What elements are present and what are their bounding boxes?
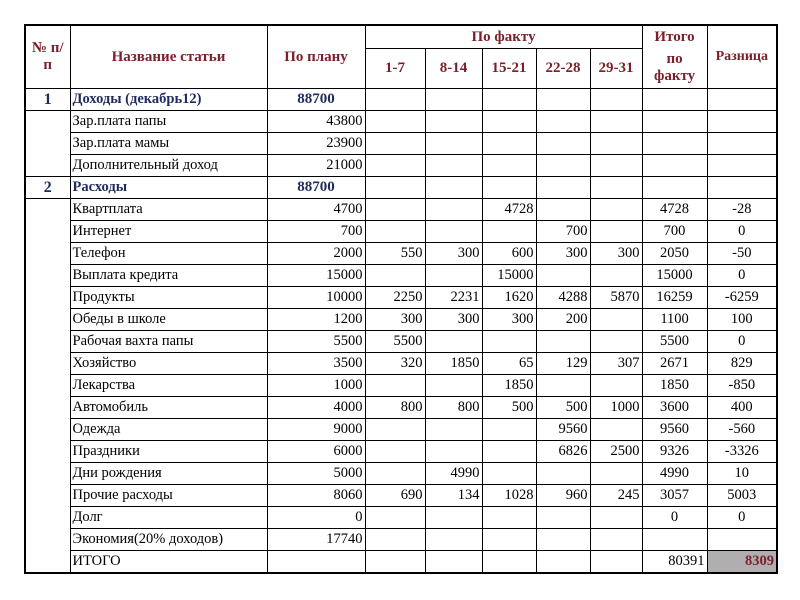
grand-total-diff: 8309 xyxy=(707,551,777,574)
row-plan: 17740 xyxy=(267,529,365,551)
row-week-5: 2500 xyxy=(590,441,642,463)
table-row xyxy=(25,441,777,463)
row-empty-cell xyxy=(707,111,777,133)
row-total-fact: 9560 xyxy=(642,419,707,441)
row-empty-cell xyxy=(425,111,482,133)
row-total-fact: 4728 xyxy=(642,199,707,221)
row-diff: 0 xyxy=(707,221,777,243)
grand-total-empty-cell xyxy=(482,551,536,574)
expenses-num-spacer xyxy=(25,199,70,574)
header-plan: По плану xyxy=(267,25,365,89)
row-week-3 xyxy=(482,529,536,551)
header-week-4: 22-28 xyxy=(536,49,590,89)
table-row xyxy=(25,463,777,485)
row-name: Продукты xyxy=(70,287,267,309)
table-row xyxy=(25,353,777,375)
expenses-header-row xyxy=(25,177,777,199)
row-empty-cell xyxy=(425,155,482,177)
row-week-2 xyxy=(425,507,482,529)
row-week-5 xyxy=(590,309,642,331)
grand-total-empty-cell xyxy=(425,551,482,574)
row-plan: 8060 xyxy=(267,485,365,507)
row-week-4: 6826 xyxy=(536,441,590,463)
row-week-2: 300 xyxy=(425,243,482,265)
row-total-fact: 700 xyxy=(642,221,707,243)
row-plan: 1000 xyxy=(267,375,365,397)
header-num: № п/п xyxy=(25,25,70,89)
row-week-4 xyxy=(536,375,590,397)
expenses-empty-cell xyxy=(365,177,425,199)
row-week-4 xyxy=(536,463,590,485)
row-week-2: 134 xyxy=(425,485,482,507)
row-week-2 xyxy=(425,529,482,551)
expenses-number: 2 xyxy=(25,177,70,199)
header-diff: Разница xyxy=(707,25,777,89)
row-total-fact: 3057 xyxy=(642,485,707,507)
row-week-3: 4728 xyxy=(482,199,536,221)
row-week-2: 2231 xyxy=(425,287,482,309)
grand-total-row xyxy=(25,551,777,574)
row-week-1 xyxy=(365,463,425,485)
row-total-fact xyxy=(642,529,707,551)
expenses-label: Расходы xyxy=(70,177,267,199)
expenses-empty-cell xyxy=(590,177,642,199)
table-row xyxy=(25,419,777,441)
row-total-fact: 4990 xyxy=(642,463,707,485)
row-name: Телефон xyxy=(70,243,267,265)
row-plan: 4000 xyxy=(267,397,365,419)
row-empty-cell xyxy=(590,155,642,177)
grand-total-fact: 80391 xyxy=(642,551,707,574)
row-empty-cell xyxy=(590,133,642,155)
row-empty-cell xyxy=(642,133,707,155)
row-week-5 xyxy=(590,419,642,441)
income-empty-cell xyxy=(536,89,590,111)
row-plan: 9000 xyxy=(267,419,365,441)
row-diff xyxy=(707,529,777,551)
row-week-3 xyxy=(482,463,536,485)
row-name: Дополнительный доход xyxy=(70,155,267,177)
row-plan: 700 xyxy=(267,221,365,243)
row-plan: 4700 xyxy=(267,199,365,221)
header-week-5: 29-31 xyxy=(590,49,642,89)
row-plan: 15000 xyxy=(267,265,365,287)
row-empty-cell xyxy=(365,155,425,177)
expenses-empty-cell xyxy=(482,177,536,199)
row-diff: 0 xyxy=(707,331,777,353)
row-week-4: 129 xyxy=(536,353,590,375)
row-week-5 xyxy=(590,529,642,551)
row-empty-cell xyxy=(482,155,536,177)
row-week-5 xyxy=(590,199,642,221)
row-week-1 xyxy=(365,441,425,463)
row-week-1 xyxy=(365,507,425,529)
row-empty-cell xyxy=(482,133,536,155)
row-empty-cell xyxy=(642,111,707,133)
row-diff: 0 xyxy=(707,265,777,287)
row-diff: -50 xyxy=(707,243,777,265)
row-week-3 xyxy=(482,441,536,463)
header-total-fact-top: Итого xyxy=(642,25,707,49)
table-row xyxy=(25,155,777,177)
row-name: Экономия(20% доходов) xyxy=(70,529,267,551)
row-week-4: 300 xyxy=(536,243,590,265)
row-week-1: 800 xyxy=(365,397,425,419)
row-week-3: 1620 xyxy=(482,287,536,309)
row-name: Зар.плата папы xyxy=(70,111,267,133)
row-total-fact: 16259 xyxy=(642,287,707,309)
row-week-5: 1000 xyxy=(590,397,642,419)
row-empty-cell xyxy=(536,111,590,133)
row-week-1 xyxy=(365,221,425,243)
row-plan: 0 xyxy=(267,507,365,529)
row-empty-cell xyxy=(365,111,425,133)
row-diff: 829 xyxy=(707,353,777,375)
row-week-3: 1850 xyxy=(482,375,536,397)
row-week-3 xyxy=(482,221,536,243)
row-diff: 0 xyxy=(707,507,777,529)
income-empty-cell xyxy=(642,89,707,111)
row-name: Рабочая вахта папы xyxy=(70,331,267,353)
income-empty-cell xyxy=(365,89,425,111)
row-week-5 xyxy=(590,463,642,485)
row-week-3 xyxy=(482,331,536,353)
table-row xyxy=(25,287,777,309)
row-week-4: 9560 xyxy=(536,419,590,441)
row-plan: 43800 xyxy=(267,111,365,133)
header-total-fact-bottom: по факту xyxy=(642,49,707,89)
row-week-3: 1028 xyxy=(482,485,536,507)
header-week-3: 15-21 xyxy=(482,49,536,89)
row-week-3: 500 xyxy=(482,397,536,419)
table-row xyxy=(25,265,777,287)
row-week-2 xyxy=(425,199,482,221)
income-empty-cell xyxy=(425,89,482,111)
expenses-empty-cell xyxy=(707,177,777,199)
row-week-1 xyxy=(365,375,425,397)
row-plan: 23900 xyxy=(267,133,365,155)
row-week-4: 200 xyxy=(536,309,590,331)
row-week-4 xyxy=(536,331,590,353)
row-diff: -850 xyxy=(707,375,777,397)
row-plan: 5500 xyxy=(267,331,365,353)
row-week-2 xyxy=(425,419,482,441)
row-diff: 100 xyxy=(707,309,777,331)
table-row xyxy=(25,331,777,353)
row-week-2: 1850 xyxy=(425,353,482,375)
row-week-4: 4288 xyxy=(536,287,590,309)
row-total-fact: 15000 xyxy=(642,265,707,287)
row-plan: 1200 xyxy=(267,309,365,331)
row-week-5 xyxy=(590,221,642,243)
row-diff: 400 xyxy=(707,397,777,419)
row-plan: 5000 xyxy=(267,463,365,485)
row-week-1: 690 xyxy=(365,485,425,507)
row-week-1 xyxy=(365,529,425,551)
table-row xyxy=(25,529,777,551)
expenses-empty-cell xyxy=(642,177,707,199)
row-total-fact: 3600 xyxy=(642,397,707,419)
row-empty-cell xyxy=(707,155,777,177)
row-week-3: 600 xyxy=(482,243,536,265)
row-week-4 xyxy=(536,265,590,287)
table-row xyxy=(25,133,777,155)
row-empty-cell xyxy=(536,155,590,177)
row-name: Хозяйство xyxy=(70,353,267,375)
grand-total-label: ИТОГО xyxy=(70,551,267,574)
row-empty-cell xyxy=(365,133,425,155)
row-plan: 2000 xyxy=(267,243,365,265)
row-diff: 5003 xyxy=(707,485,777,507)
row-week-5 xyxy=(590,507,642,529)
row-week-1: 2250 xyxy=(365,287,425,309)
row-week-4: 700 xyxy=(536,221,590,243)
row-week-2 xyxy=(425,331,482,353)
row-name: Обеды в школе xyxy=(70,309,267,331)
row-week-1: 300 xyxy=(365,309,425,331)
row-week-1 xyxy=(365,265,425,287)
row-week-1: 550 xyxy=(365,243,425,265)
row-empty-cell xyxy=(425,133,482,155)
row-name: Квартплата xyxy=(70,199,267,221)
row-week-3: 15000 xyxy=(482,265,536,287)
grand-total-empty-cell xyxy=(365,551,425,574)
expenses-plan: 88700 xyxy=(267,177,365,199)
row-total-fact: 0 xyxy=(642,507,707,529)
row-name: Выплата кредита xyxy=(70,265,267,287)
row-empty-cell xyxy=(707,133,777,155)
row-total-fact: 2671 xyxy=(642,353,707,375)
table-row xyxy=(25,375,777,397)
row-total-fact: 1100 xyxy=(642,309,707,331)
row-week-1 xyxy=(365,199,425,221)
income-plan: 88700 xyxy=(267,89,365,111)
row-week-5 xyxy=(590,375,642,397)
income-header-row xyxy=(25,89,777,111)
row-week-3: 300 xyxy=(482,309,536,331)
table-row xyxy=(25,111,777,133)
header-week-1: 1-7 xyxy=(365,49,425,89)
row-week-2 xyxy=(425,375,482,397)
row-total-fact: 9326 xyxy=(642,441,707,463)
row-name: Праздники xyxy=(70,441,267,463)
row-diff: -6259 xyxy=(707,287,777,309)
header-row-1 xyxy=(25,25,777,49)
income-empty-cell xyxy=(707,89,777,111)
row-plan: 21000 xyxy=(267,155,365,177)
row-empty-cell xyxy=(590,111,642,133)
row-week-4 xyxy=(536,529,590,551)
income-empty-cell xyxy=(482,89,536,111)
grand-total-empty-cell xyxy=(536,551,590,574)
row-plan: 3500 xyxy=(267,353,365,375)
row-week-5: 245 xyxy=(590,485,642,507)
row-week-3 xyxy=(482,507,536,529)
grand-total-empty-cell xyxy=(267,551,365,574)
income-number: 1 xyxy=(25,89,70,111)
row-week-5 xyxy=(590,265,642,287)
expenses-empty-cell xyxy=(425,177,482,199)
row-week-5: 5870 xyxy=(590,287,642,309)
table-row xyxy=(25,507,777,529)
row-empty-cell xyxy=(642,155,707,177)
row-week-2: 800 xyxy=(425,397,482,419)
row-week-5: 300 xyxy=(590,243,642,265)
budget-table xyxy=(24,24,778,574)
row-week-2 xyxy=(425,441,482,463)
row-name: Прочие расходы xyxy=(70,485,267,507)
row-name: Зар.плата мамы xyxy=(70,133,267,155)
row-diff: -3326 xyxy=(707,441,777,463)
row-week-1: 5500 xyxy=(365,331,425,353)
row-name: Интернет xyxy=(70,221,267,243)
row-plan: 6000 xyxy=(267,441,365,463)
table-row xyxy=(25,199,777,221)
row-week-5: 307 xyxy=(590,353,642,375)
row-total-fact: 2050 xyxy=(642,243,707,265)
table-row xyxy=(25,397,777,419)
row-name: Долг xyxy=(70,507,267,529)
row-name: Одежда xyxy=(70,419,267,441)
row-week-2: 4990 xyxy=(425,463,482,485)
table-row xyxy=(25,221,777,243)
row-week-5 xyxy=(590,331,642,353)
row-diff: 10 xyxy=(707,463,777,485)
table-row xyxy=(25,485,777,507)
row-week-1: 320 xyxy=(365,353,425,375)
row-week-4: 960 xyxy=(536,485,590,507)
row-empty-cell xyxy=(482,111,536,133)
row-week-1 xyxy=(365,419,425,441)
row-name: Лекарства xyxy=(70,375,267,397)
row-diff: -560 xyxy=(707,419,777,441)
row-week-4 xyxy=(536,507,590,529)
row-week-4 xyxy=(536,199,590,221)
row-week-4: 500 xyxy=(536,397,590,419)
income-num-spacer xyxy=(25,111,70,177)
grand-total-empty-cell xyxy=(590,551,642,574)
row-total-fact: 5500 xyxy=(642,331,707,353)
header-name: Название статьи xyxy=(70,25,267,89)
row-week-3 xyxy=(482,419,536,441)
income-label: Доходы (декабрь12) xyxy=(70,89,267,111)
table-row xyxy=(25,243,777,265)
row-name: Автомобиль xyxy=(70,397,267,419)
row-plan: 10000 xyxy=(267,287,365,309)
header-fact: По факту xyxy=(365,25,642,49)
row-name: Дни рождения xyxy=(70,463,267,485)
row-empty-cell xyxy=(536,133,590,155)
row-week-2 xyxy=(425,265,482,287)
row-total-fact: 1850 xyxy=(642,375,707,397)
income-empty-cell xyxy=(590,89,642,111)
row-week-3: 65 xyxy=(482,353,536,375)
row-week-2 xyxy=(425,221,482,243)
table-row xyxy=(25,309,777,331)
row-week-2: 300 xyxy=(425,309,482,331)
row-diff: -28 xyxy=(707,199,777,221)
header-week-2: 8-14 xyxy=(425,49,482,89)
expenses-empty-cell xyxy=(536,177,590,199)
